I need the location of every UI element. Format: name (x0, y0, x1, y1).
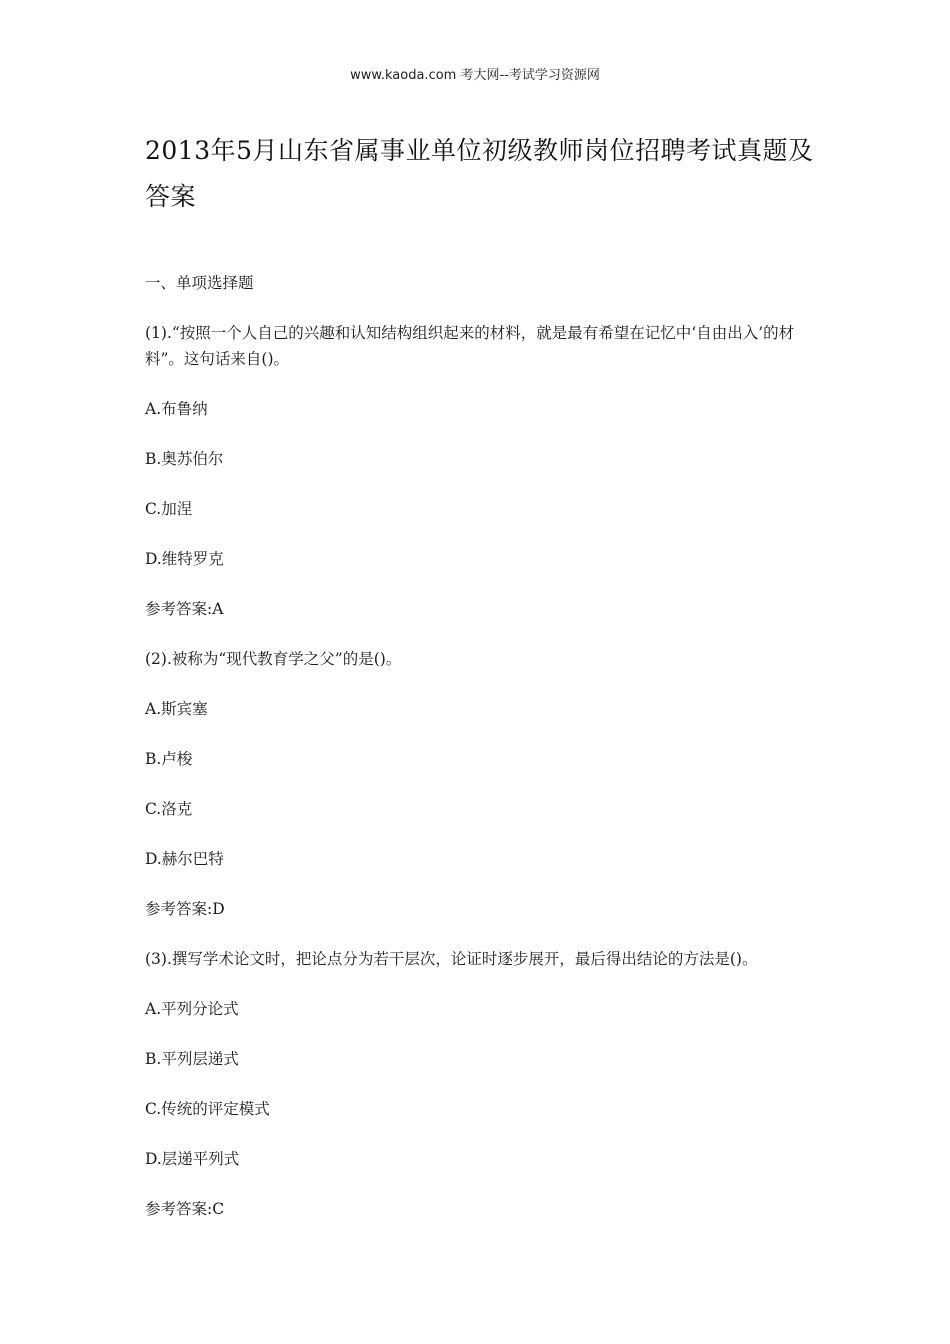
option-b: B.卢梭 (145, 750, 193, 768)
option-a: A.斯宾塞 (145, 700, 208, 718)
option-c: C.洛克 (145, 800, 193, 818)
question-stem: (3).撰写学术论文时，把论点分为若干层次，论证时逐步展开，最后得出结论的方法是()。 (145, 950, 758, 968)
question-2 (145, 646, 825, 922)
answer: 参考答案:A (145, 600, 224, 618)
option-d: D.层递平列式 (145, 1150, 240, 1168)
option-c: C.传统的评定模式 (145, 1100, 270, 1118)
option-b: B.平列层递式 (145, 1050, 239, 1068)
document-body (145, 270, 825, 1246)
option-d: D.维特罗克 (145, 550, 224, 568)
question-stem: (2).被称为“现代教育学之父”的是()。 (145, 650, 402, 668)
option-c: C.加涅 (145, 500, 193, 518)
option-b: B.奥苏伯尔 (145, 450, 224, 468)
document-title: 2013年5月山东省属事业单位初级教师岗位招聘考试真题及答案 (145, 136, 814, 211)
option-a: A.布鲁纳 (145, 400, 208, 418)
site-header: www.kaoda.com 考大网--考试学习资源网 (350, 68, 600, 83)
answer: 参考答案:D (145, 900, 225, 918)
option-a: A.平列分论式 (145, 1000, 239, 1018)
answer: 参考答案:C (145, 1200, 225, 1218)
section-title: 一、单项选择题 (145, 274, 254, 292)
question-1 (145, 320, 825, 622)
option-d: D.赫尔巴特 (145, 850, 224, 868)
question-stem: (1).“按照一个人自己的兴趣和认知结构组织起来的材料，就是最有希望在记忆中‘自由出入’的材料”。这句话来自()。 (145, 324, 795, 368)
question-3 (145, 946, 825, 1222)
